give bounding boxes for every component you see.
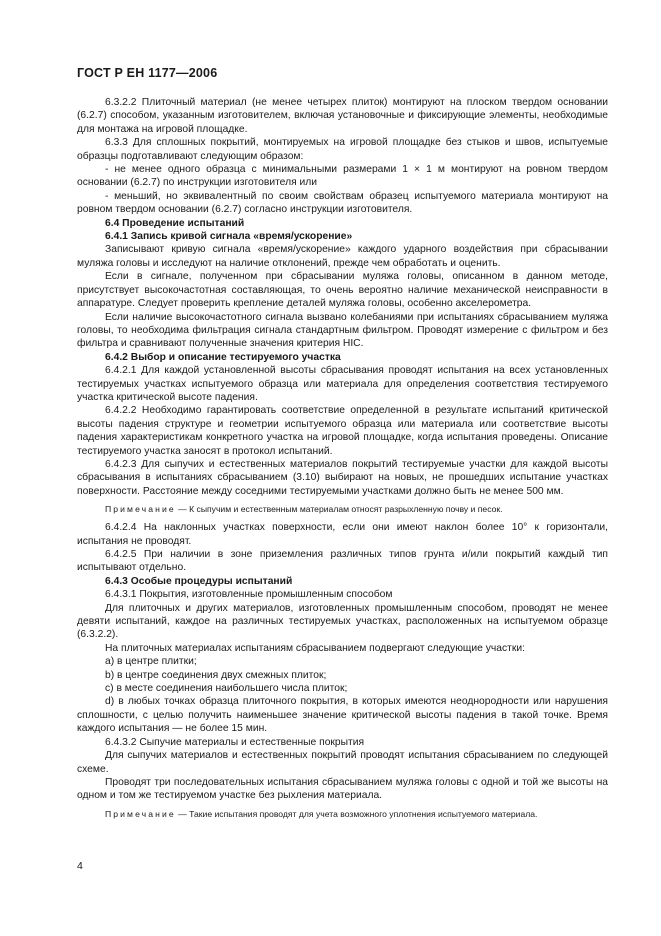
paragraph-6-4-3-1: 6.4.3.1 Покрытия, изготовленные промышленным способом — [105, 589, 393, 601]
paragraph-tiles: Для плиточных и других материалов, изготовленных промышленным способом, проводят не менее девяти испытаний, каждое на различных тестируемых участках, расположенных на испытуемом образце (6.3.2.2). — [77, 602, 608, 641]
list-item-a: a) в центре плитки; — [105, 656, 197, 668]
heading-6-4: 6.4 Проведение испытаний — [105, 217, 245, 229]
note-2-label: Примечание — [105, 808, 176, 819]
document-body — [77, 96, 608, 826]
heading-6-4-2: 6.4.2 Выбор и описание тестируемого участка — [105, 351, 341, 363]
paragraph-dash-2: - меньший, но эквивалентный по своим свойствам образец испытуемого материала монтируют на ровном твердом основании (6.2.7) согласно инструкции изготовителя. — [77, 190, 608, 216]
paragraph-6-4-2-1: 6.4.2.1 Для каждой установленной высоты сбрасывания проводят испытания на всех установленных тестируемых участках испытуемого образца или материала для определения соответствия тестируемого участка критической высоте падения. — [77, 365, 608, 403]
paragraph-loose: Для сыпучих материалов и естественных покрытий проводят испытания сбрасыванием по следующей схеме. — [77, 750, 608, 775]
paragraph-filter: Если наличие высокочастотного сигнала вызвано колебаниями при испытаниях сбрасыванием муляжа головы, то необходима фильтрация сигнала стандартным фильтром. Проводят измерение с фильтром и без фильтра и сравнивают полученные значения критерия HIC. — [77, 311, 608, 350]
paragraph-three-tests: Проводят три последовательных испытания сбрасыванием муляжа головы с одной и той же высоты на одном и том же тестируемом участке без рыхления материала. — [77, 776, 608, 802]
paragraph-6-3-3: 6.3.3 Для сплошных покрытий, монтируемых на игровой площадке без стыков и швов, испытуемые образцы подготавливают следующим образом: — [77, 137, 608, 162]
heading-6-4-1: 6.4.1 Запись кривой сигнала «время/ускорение» — [105, 231, 353, 243]
note-2-text: — Такие испытания проводят для учета возможного уплотнения испытуемого материала. — [178, 808, 538, 819]
document-header: ГОСТ Р ЕН 1177—2006 — [77, 66, 218, 80]
paragraph-record: Записывают кривую сигнала «время/ускорение» каждого ударного воздействия при сбрасывании муляжа головы и исследуют на наличие отклонений, прежде чем обработать и оценить. — [77, 244, 608, 269]
note-1 — [77, 503, 608, 515]
paragraph-tile-areas: На плиточных материалах испытаниям сбрасыванием подвергают следующие участки: — [105, 642, 525, 654]
paragraph-6-3-2-2: 6.3.2.2 Плиточный материал (не менее четырех плиток) монтируют на плоском твердом основании (6.2.7) способом, указанным изготовителем, включая установочные и фиксирующие элементы, необходимые для монтажа на игровой площадке. — [77, 97, 608, 135]
paragraph-6-4-2-2: 6.4.2.2 Необходимо гарантировать соответствие определенной в результате испытаний критической высоты падения структуре и геометрии испытуемого образца или материала или соответствие высоты падения характеристикам конкретного участка на игровой площадке, когда испытания проведены. Описание тестируемого участка заносят в протокол испытаний. — [77, 405, 608, 457]
paragraph-6-4-2-4: 6.4.2.4 На наклонных участках поверхности, если они имеют наклон более 10° к горизонтали, испытания не проводят. — [77, 522, 608, 547]
note-1-label: Примечание — [105, 504, 176, 515]
note-1-text: — К сыпучим и естественным материалам относят разрыхленную почву и песок. — [178, 504, 503, 515]
paragraph-6-4-2-5: 6.4.2.5 При наличии в зоне приземления различных типов грунта и/или покрытий каждый тип испытывают отдельно. — [77, 549, 608, 574]
page-number: 4 — [77, 860, 83, 872]
paragraph-high-freq: Если в сигнале, полученном при сбрасывании муляжа головы, описанном в данном методе, присутствует высокочастотная составляющая, то очень вероятно наличие механической неисправности в аппаратуре. Следует проверить крепление деталей муляжа головы, особенно акселерометра. — [77, 271, 608, 310]
list-item-b: b) в центре соединения двух смежных плиток; — [105, 669, 327, 681]
list-item-d: d) в любых точках образца плиточного покрытия, в которых имеются неоднородности или нарушения сплошности, с целью получить наименьшее значение критической высоты падения в такой точке. Время каждого испытания — не более 15 мин. — [77, 696, 608, 735]
paragraph-6-4-2-3: 6.4.2.3 Для сыпучих и естественных материалов покрытий тестируемые участки для каждой высоты сбрасывания в испытаниях сбрасыванием (3.10) выбирают на новых, не прошедших испытание участках поверхности. Расстояние между соседними тестируемыми участками должно быть не менее 500 мм. — [77, 458, 608, 497]
paragraph-dash-1: - не менее одного образца с минимальными размерами 1 × 1 м монтируют на ровном твердом основании (6.2.7) по инструкции изготовителя или — [77, 164, 608, 189]
paragraph-6-4-3-2: 6.4.3.2 Сыпучие материалы и естественные покрытия — [105, 736, 365, 748]
list-item-c: c) в месте соединения наибольшего числа плиток; — [105, 683, 348, 695]
note-2 — [77, 808, 608, 820]
heading-6-4-3: 6.4.3 Особые процедуры испытаний — [105, 575, 293, 587]
